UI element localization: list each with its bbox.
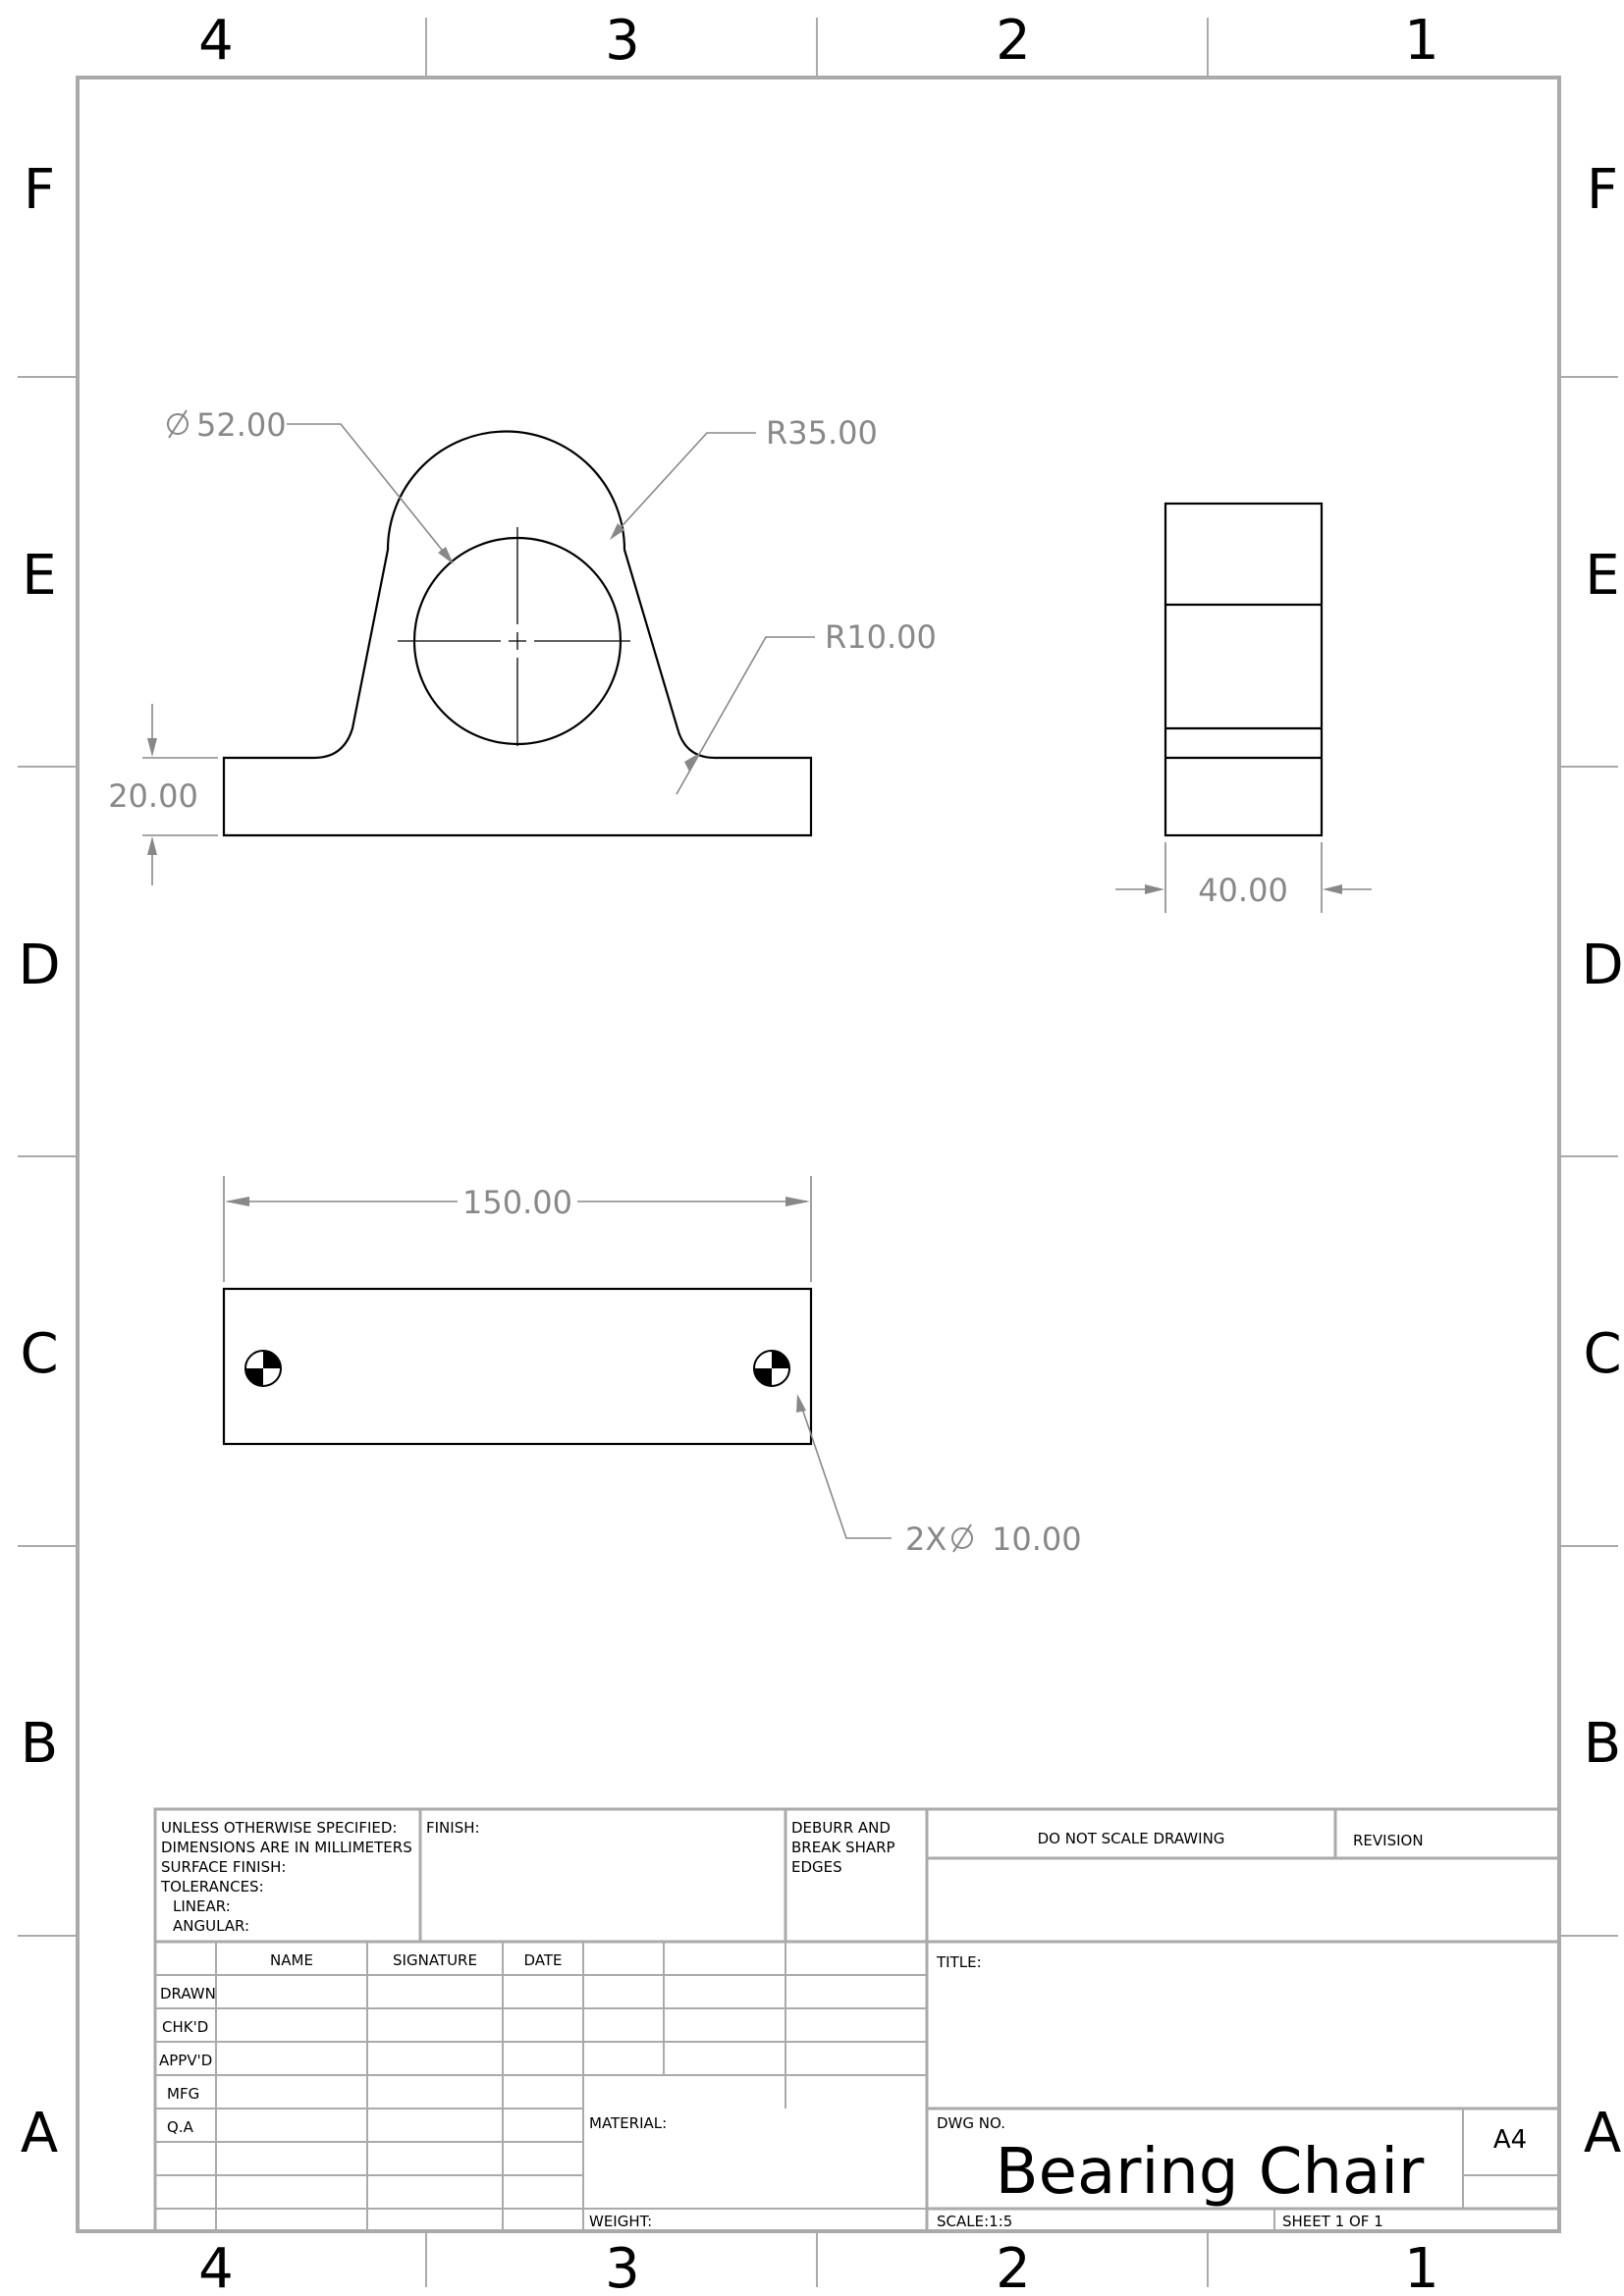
sheet-size: A4 — [1492, 2125, 1528, 2155]
zone-row-f-right: F — [1586, 158, 1619, 222]
deburr-line: EDGES — [791, 1858, 842, 1876]
dim-base-height — [108, 704, 218, 885]
dim-outer-radius-value: R35.00 — [766, 414, 878, 452]
spec-line: ANGULAR: — [173, 1917, 250, 1935]
zone-row-b-right: B — [1583, 1712, 1622, 1776]
drawing-border — [18, 18, 1618, 2287]
dwg-no-label: DWG NO. — [937, 2114, 1005, 2132]
dim-fillet-radius — [677, 618, 937, 794]
row-label-drawn: DRAWN — [160, 1985, 216, 2002]
zone-col-3-top: 3 — [605, 9, 640, 73]
spec-line: TOLERANCES: — [161, 1878, 264, 1896]
zone-col-1-bottom: 1 — [1404, 2237, 1439, 2296]
dim-bore-diameter-value: 52.00 — [196, 406, 287, 444]
row-label-qa: Q.A — [167, 2118, 193, 2136]
title-label: TITLE: — [937, 1953, 982, 1971]
diameter-icon — [168, 410, 188, 438]
zone-row-f-left: F — [23, 158, 56, 222]
sheet-label: SHEET 1 OF 1 — [1282, 2213, 1383, 2230]
zone-row-c-right: C — [1583, 1322, 1622, 1386]
zone-col-2-top: 2 — [996, 9, 1031, 73]
dim-length — [224, 1176, 811, 1282]
front-view — [224, 432, 811, 836]
material-label: MATERIAL: — [589, 2114, 668, 2132]
dim-width — [1115, 842, 1372, 913]
revision-label: REVISION — [1353, 1832, 1424, 1849]
zone-row-b-left: B — [20, 1712, 59, 1776]
dim-holes-prefix: 2X — [905, 1521, 947, 1558]
center-of-mass-icon — [245, 1351, 281, 1386]
zone-col-1-top: 1 — [1404, 9, 1439, 73]
spec-line: UNLESS OTHERWISE SPECIFIED: — [161, 1819, 398, 1837]
finish-label: FINISH: — [426, 1819, 480, 1837]
dim-bore-diameter — [168, 406, 454, 564]
dim-holes — [796, 1394, 1082, 1558]
row-label-approved: APPV'D — [159, 2052, 213, 2069]
weight-label: WEIGHT: — [589, 2213, 653, 2230]
zone-col-2-bottom: 2 — [996, 2237, 1031, 2296]
zone-col-3-bottom: 3 — [605, 2237, 640, 2296]
spec-line: SURFACE FINISH: — [161, 1858, 287, 1876]
dim-holes-value: 10.00 — [992, 1521, 1082, 1558]
col-header-name: NAME — [270, 1951, 313, 1969]
do-not-scale-label: DO NOT SCALE DRAWING — [1037, 1830, 1225, 1847]
zone-row-e-right: E — [1585, 544, 1620, 608]
deburr-line: DEBURR AND — [791, 1819, 891, 1837]
diameter-icon — [952, 1524, 972, 1552]
col-header-signature: SIGNATURE — [393, 1951, 477, 1969]
spec-line: LINEAR: — [173, 1897, 231, 1915]
dim-length-value: 150.00 — [462, 1184, 572, 1221]
spec-line: DIMENSIONS ARE IN MILLIMETERS — [161, 1839, 412, 1856]
row-label-checked: CHK'D — [162, 2018, 209, 2036]
zone-col-4-bottom: 4 — [198, 2237, 234, 2296]
zone-row-e-left: E — [22, 544, 57, 608]
scale-label: SCALE:1:5 — [937, 2213, 1013, 2230]
title-block — [155, 1809, 1559, 2231]
drawing-title: Bearing Chair — [995, 2136, 1425, 2209]
top-view — [224, 1289, 811, 1444]
dim-fillet-radius-value: R10.00 — [825, 618, 937, 656]
zone-row-a-left: A — [20, 2102, 59, 2165]
side-view-outline — [1165, 504, 1322, 835]
col-header-date: DATE — [523, 1951, 563, 1969]
top-view-outline — [224, 1289, 811, 1444]
deburr-line: BREAK SHARP — [791, 1839, 895, 1856]
row-label-mfg: MFG — [167, 2085, 200, 2103]
zone-labels — [18, 9, 1623, 2296]
zone-row-a-right: A — [1583, 2102, 1622, 2165]
zone-row-d-left: D — [18, 934, 61, 997]
zone-row-d-right: D — [1581, 934, 1624, 997]
dim-outer-radius — [610, 414, 878, 540]
dim-width-value: 40.00 — [1198, 872, 1288, 909]
center-of-mass-icon — [754, 1351, 789, 1386]
zone-row-c-left: C — [20, 1322, 59, 1386]
dim-base-height-value: 20.00 — [108, 777, 198, 815]
zone-col-4-top: 4 — [198, 9, 234, 73]
side-view — [1165, 504, 1322, 835]
